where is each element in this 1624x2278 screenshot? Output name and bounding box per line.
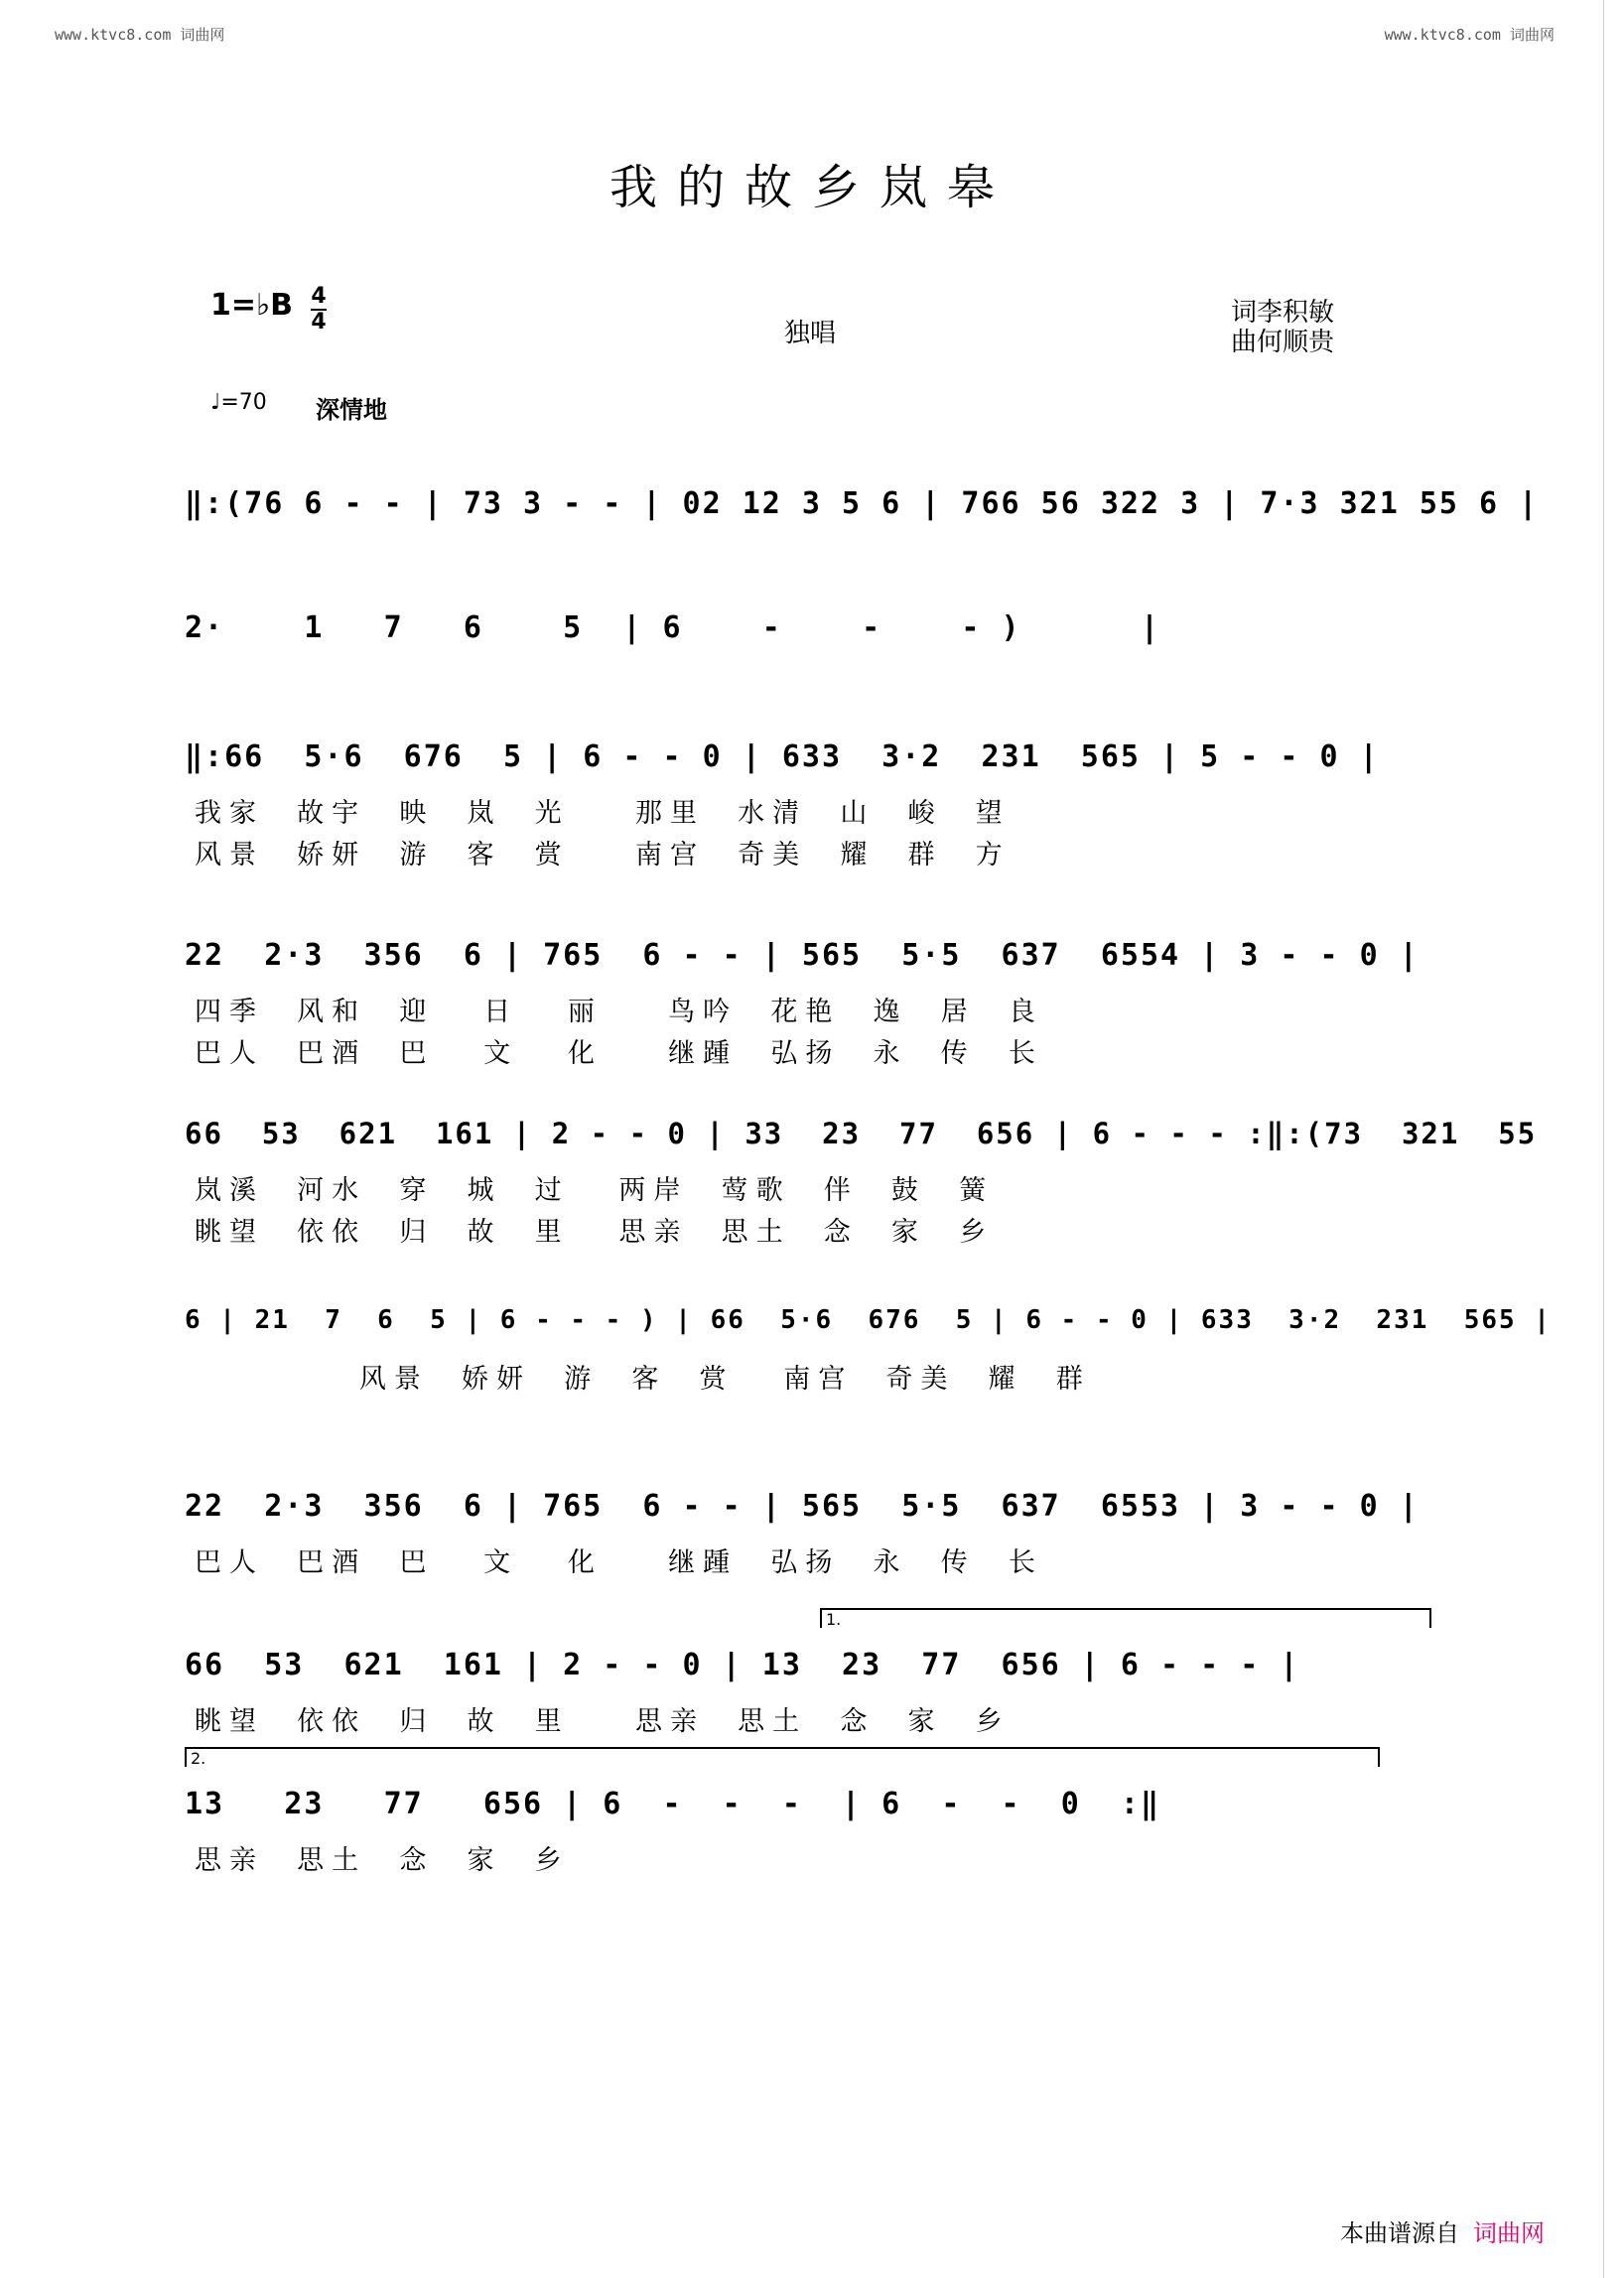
lyrics-verse-1: 岚溪 河水 穿 城 过 两岸 莺歌 伴 鼓 簧 <box>195 1175 995 1206</box>
key-signature: 1=♭B <box>210 288 294 323</box>
notation: 2· 1 7 6 5 | 6 - - - ) | <box>185 610 1161 645</box>
notation: 13 23 77 656 | 6 - - - | 6 - - 0 :‖ <box>185 1787 1161 1821</box>
time-signature <box>311 286 327 334</box>
composer-credit: 曲何顺贵 <box>1231 328 1335 357</box>
lyrics-verse-1: 巴人 巴酒 巴 文 化 继踵 弘扬 永 传 长 <box>195 1547 1043 1578</box>
notation: ‖:(76 6 - - | 73 3 - - | 02 12 3 5 6 | 766 56 322 3 | 7·3 321 55 6 | <box>185 486 1540 521</box>
volta-bracket <box>820 1608 1431 1628</box>
song-title: 我的故乡岚皋 <box>609 160 1015 215</box>
lyrics-verse-2: 眺望 依依 归 故 里 思亲 思土 念 家 乡 <box>195 1217 995 1248</box>
lyrics-verse-1: 四季 风和 迎 日 丽 鸟吟 花艳 逸 居 良 <box>195 997 1043 1027</box>
lyrics-verse-2: 风景 娇妍 游 客 赏 南宫 奇美 耀 群 方 <box>195 840 1011 871</box>
volta-number: 2. <box>191 1749 206 1768</box>
time-signature-top: 4 <box>311 284 327 309</box>
expression-marking: 深情地 <box>316 396 387 424</box>
lyricist-credit: 词李积敏 <box>1231 298 1335 328</box>
notation: 66 53 621 161 | 2 - - 0 | 33 23 77 656 | 6 - - - :‖:(73 321 55 <box>185 1117 1538 1150</box>
notation: 22 2·3 356 6 | 765 6 - - | 565 5·5 637 6553 | 3 - - 0 | <box>185 1489 1420 1524</box>
footer-source-text: 本曲谱源自 <box>1340 2219 1459 2247</box>
notation: ‖:66 5·6 676 5 | 6 - - 0 | 633 3·2 231 565 | 5 - - 0 | <box>185 739 1380 774</box>
lyrics-verse-1: 思亲 思土 念 家 乡 <box>195 1845 570 1876</box>
performance-mode: 独唱 <box>784 319 837 348</box>
lyrics-verse-2: 巴人 巴酒 巴 文 化 继踵 弘扬 永 传 长 <box>195 1038 1043 1069</box>
volta-bracket <box>185 1747 1380 1767</box>
tempo-marking: ♩=70 <box>210 390 267 415</box>
volta-number: 1. <box>826 1610 842 1629</box>
footer-source <box>1340 2213 1545 2248</box>
time-signature-bottom: 4 <box>311 310 327 335</box>
lyrics-verse-1: 我家 故宇 映 岚 光 那里 水清 山 峻 望 <box>195 798 1011 829</box>
notation: 22 2·3 356 6 | 765 6 - - | 565 5·5 637 6554 | 3 - - 0 | <box>185 938 1420 973</box>
notation: 6 | 21 7 6 5 | 6 - - - ) | 66 5·6 676 5 | 6 - - 0 | 633 3·2 231 565 | <box>185 1305 1552 1335</box>
header-left-url: www.ktvc8.com 词曲网 <box>55 26 225 44</box>
header-right-url: www.ktvc8.com 词曲网 <box>1384 26 1555 44</box>
footer-site-link[interactable]: 词曲网 <box>1473 2219 1545 2247</box>
notation: 66 53 621 161 | 2 - - 0 | 13 23 77 656 | 6 - - - | <box>185 1648 1300 1682</box>
lyrics-verse-1: 眺望 依依 归 故 里 思亲 思土 念 家 乡 <box>195 1706 1011 1737</box>
lyrics-verse-1: 风景 娇妍 游 客 赏 南宫 奇美 耀 群 <box>195 1364 1091 1395</box>
page-right-border <box>1603 0 1604 2278</box>
